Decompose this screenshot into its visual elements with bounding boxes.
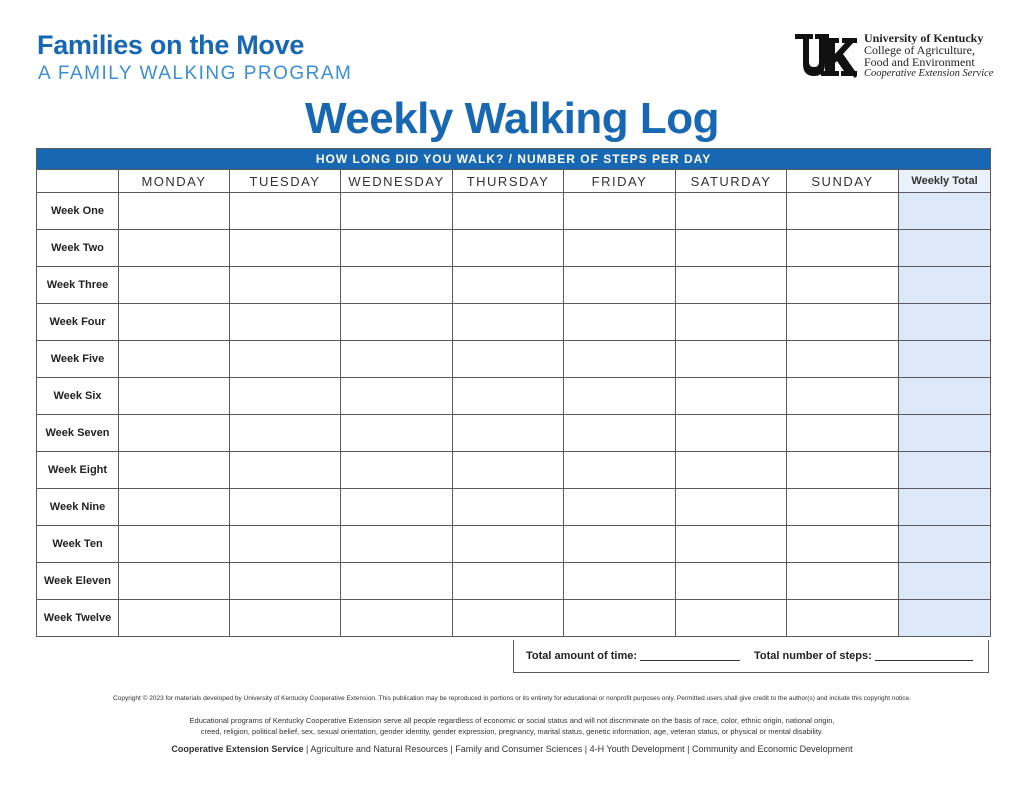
entry-cell[interactable] (564, 489, 676, 526)
entry-cell[interactable] (341, 341, 453, 378)
entry-cell[interactable] (453, 563, 564, 600)
entry-cell[interactable] (564, 452, 676, 489)
total-time-field[interactable] (640, 651, 740, 661)
entry-cell[interactable] (676, 193, 787, 230)
entry-cell[interactable] (230, 600, 341, 637)
entry-cell[interactable] (119, 341, 230, 378)
entry-cell[interactable] (787, 193, 899, 230)
table-row (37, 267, 991, 304)
day-header: TUESDAY (230, 170, 341, 193)
table-row (37, 341, 991, 378)
entry-cell[interactable] (119, 452, 230, 489)
total-time-label: Total amount of time: (526, 650, 638, 662)
week-label: Week Two (37, 230, 119, 267)
week-label: Week Twelve (37, 600, 119, 637)
copyright-notice: Copyright © 2023 for materials developed by University of Kentucky Cooperative Extension. This publication may be reproduced in portions or its entirety for educational or nonprofit purposes only. Permitted users shall give credit to the author(s) and include this copyright notice. (113, 695, 911, 702)
weekly-total-cell[interactable] (899, 563, 991, 600)
day-header: THURSDAY (453, 170, 564, 193)
entry-cell[interactable] (564, 267, 676, 304)
program-title: Families on the Move (37, 30, 305, 60)
entry-cell[interactable] (341, 526, 453, 563)
entry-cell[interactable] (119, 489, 230, 526)
entry-cell[interactable] (676, 452, 787, 489)
table-row (37, 415, 991, 452)
weekly-total-cell[interactable] (899, 452, 991, 489)
entry-cell[interactable] (230, 378, 341, 415)
entry-cell[interactable] (230, 489, 341, 526)
entry-cell[interactable] (787, 489, 899, 526)
entry-cell[interactable] (341, 230, 453, 267)
week-label: Week One (37, 193, 119, 230)
entry-cell[interactable] (787, 267, 899, 304)
entry-cell[interactable] (564, 378, 676, 415)
week-label: Week Five (37, 341, 119, 378)
corner-cell (37, 170, 119, 193)
table-banner: HOW LONG DID YOU WALK? / NUMBER OF STEPS PER DAY (37, 149, 991, 170)
entry-cell[interactable] (676, 267, 787, 304)
week-label: Week Nine (37, 489, 119, 526)
entry-cell[interactable] (230, 267, 341, 304)
entry-cell[interactable] (341, 600, 453, 637)
entry-cell[interactable] (564, 341, 676, 378)
entry-cell[interactable] (453, 526, 564, 563)
entry-cell[interactable] (564, 304, 676, 341)
table-row (37, 489, 991, 526)
entry-cell[interactable] (676, 600, 787, 637)
entry-cell[interactable] (453, 304, 564, 341)
entry-cell[interactable] (341, 378, 453, 415)
entry-cell[interactable] (453, 600, 564, 637)
entry-cell[interactable] (453, 230, 564, 267)
entry-cell[interactable] (341, 415, 453, 452)
day-header: SATURDAY (676, 170, 787, 193)
weekly-total-cell[interactable] (899, 415, 991, 452)
day-header: FRIDAY (564, 170, 676, 193)
entry-cell[interactable] (787, 304, 899, 341)
weekly-total-cell[interactable] (899, 341, 991, 378)
entry-cell[interactable] (119, 304, 230, 341)
entry-cell[interactable] (341, 267, 453, 304)
entry-cell[interactable] (787, 600, 899, 637)
program-subtitle: A FAMILY WALKING PROGRAM (38, 63, 353, 84)
entry-cell[interactable] (230, 304, 341, 341)
weekly-total-header: Weekly Total (899, 170, 991, 193)
total-steps-label: Total number of steps: (754, 650, 872, 662)
entry-cell[interactable] (676, 304, 787, 341)
entry-cell[interactable] (676, 378, 787, 415)
entry-cell[interactable] (564, 230, 676, 267)
entry-cell[interactable] (230, 415, 341, 452)
entry-cell[interactable] (341, 452, 453, 489)
entry-cell[interactable] (230, 563, 341, 600)
entry-cell[interactable] (453, 267, 564, 304)
week-label: Week Seven (37, 415, 119, 452)
weekly-total-cell[interactable] (899, 378, 991, 415)
table-row (37, 193, 991, 230)
entry-cell[interactable] (787, 230, 899, 267)
entry-cell[interactable] (453, 193, 564, 230)
entry-cell[interactable] (230, 526, 341, 563)
entry-cell[interactable] (119, 415, 230, 452)
week-label: Week Ten (37, 526, 119, 563)
entry-cell[interactable] (676, 415, 787, 452)
weekly-total-cell[interactable] (899, 267, 991, 304)
weekly-total-cell[interactable] (899, 489, 991, 526)
entry-cell[interactable] (119, 267, 230, 304)
entry-cell[interactable] (341, 563, 453, 600)
entry-cell[interactable] (787, 452, 899, 489)
entry-cell[interactable] (676, 341, 787, 378)
entry-cell[interactable] (564, 415, 676, 452)
entry-cell[interactable] (119, 600, 230, 637)
entry-cell[interactable] (230, 230, 341, 267)
table-row (37, 526, 991, 563)
entry-cell[interactable] (119, 230, 230, 267)
entry-cell[interactable] (230, 452, 341, 489)
entry-cell[interactable] (119, 193, 230, 230)
entry-cell[interactable] (453, 452, 564, 489)
entry-cell[interactable] (676, 489, 787, 526)
entry-cell[interactable] (564, 193, 676, 230)
week-label: Week Eleven (37, 563, 119, 600)
table-row (37, 304, 991, 341)
entry-cell[interactable] (676, 230, 787, 267)
entry-cell[interactable] (341, 193, 453, 230)
university-name: University of Kentucky College of Agriculture, Food and Environment Cooperative Extension Service (864, 31, 994, 79)
table-row (37, 452, 991, 489)
day-header: WEDNESDAY (341, 170, 453, 193)
table-row (37, 563, 991, 600)
walking-log-table (36, 148, 991, 637)
entry-cell[interactable] (119, 378, 230, 415)
entry-cell[interactable] (341, 304, 453, 341)
entry-cell[interactable] (453, 415, 564, 452)
entry-cell[interactable] (787, 415, 899, 452)
weekly-total-cell[interactable] (899, 304, 991, 341)
entry-cell[interactable] (676, 563, 787, 600)
uk-logo-icon (795, 34, 857, 78)
weekly-total-cell[interactable] (899, 230, 991, 267)
entry-cell[interactable] (787, 378, 899, 415)
entry-cell[interactable] (453, 489, 564, 526)
entry-cell[interactable] (230, 193, 341, 230)
entry-cell[interactable] (230, 341, 341, 378)
entry-cell[interactable] (787, 341, 899, 378)
entry-cell[interactable] (564, 600, 676, 637)
week-label: Week Three (37, 267, 119, 304)
entry-cell[interactable] (676, 526, 787, 563)
weekly-total-cell[interactable] (899, 600, 991, 637)
nondiscrimination-statement: Educational programs of Kentucky Cooperative Extension serve all people regardless of economic or social status and will not discriminate on the basis of race, color, ethnic origin, national origin, creed, religion, political belief, sex, sexual orientation, gender identity, gender expression, pregnancy, marital status, genetic information, age, veteran status, or physical or mental disability. (189, 716, 835, 736)
week-label: Week Four (37, 304, 119, 341)
entry-cell[interactable] (787, 526, 899, 563)
weekly-total-cell[interactable] (899, 526, 991, 563)
day-header: MONDAY (119, 170, 230, 193)
week-label: Week Six (37, 378, 119, 415)
day-header: SUNDAY (787, 170, 899, 193)
entry-cell[interactable] (119, 563, 230, 600)
entry-cell[interactable] (564, 563, 676, 600)
entry-cell[interactable] (787, 563, 899, 600)
program-areas: Cooperative Extension Service | Agriculture and Natural Resources | Family and Consumer Sciences | 4-H Youth Development | Community and Economic Development (171, 744, 853, 754)
entry-cell[interactable] (453, 341, 564, 378)
weekly-total-cell[interactable] (899, 193, 991, 230)
week-label: Week Eight (37, 452, 119, 489)
table-row (37, 230, 991, 267)
page-title: Weekly Walking Log (305, 94, 719, 143)
entry-cell[interactable] (119, 526, 230, 563)
totals-box (513, 640, 989, 673)
table-row (37, 600, 991, 637)
entry-cell[interactable] (564, 526, 676, 563)
total-steps-field[interactable] (875, 651, 973, 661)
table-row (37, 378, 991, 415)
entry-cell[interactable] (453, 378, 564, 415)
entry-cell[interactable] (341, 489, 453, 526)
